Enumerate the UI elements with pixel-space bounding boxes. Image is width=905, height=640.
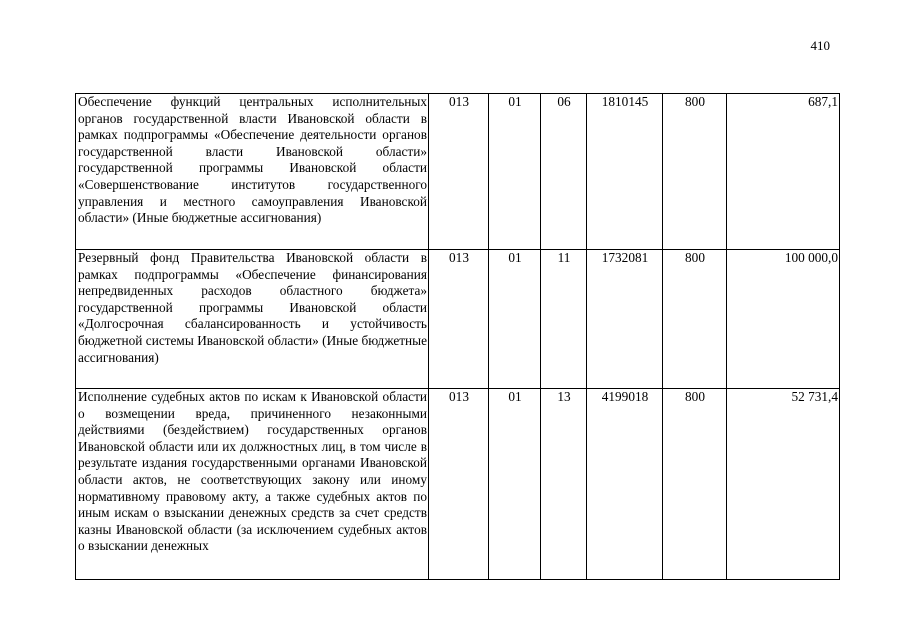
subsection-code: 11	[541, 250, 587, 389]
subsection-code: 06	[541, 94, 587, 250]
table-row	[76, 250, 840, 389]
ministry-code: 013	[429, 389, 489, 580]
amount-value: 687,1	[727, 94, 840, 250]
subsection-code: 13	[541, 389, 587, 580]
row-description: Исполнение судебных актов по искам к Ивановской области о возмещении вреда, причиненного незаконными действиями (бездействием) государственных органов Ивановской области или их должностных лиц, в том числе в результате издания государственными органами Ивановской области актов, не соответствующих закону или иному нормативному правовому акту, а также судебных актов по иным искам о взыскании денежных средств за счет средств казны Ивановской области (за исключением судебных актов о взыскании денежных	[76, 389, 429, 580]
ministry-code: 013	[429, 250, 489, 389]
row-description: Резервный фонд Правительства Ивановской области в рамках подпрограммы «Обеспечение финансирования непредвиденных расходов областного бюджета» государственной программы Ивановской области «Долгосрочная сбалансированность и устойчивость бюджетной системы Ивановской области» (Иные бюджетные ассигнования)	[76, 250, 429, 389]
table-row	[76, 94, 840, 250]
target-article-code: 1732081	[587, 250, 663, 389]
expense-type-code: 800	[663, 94, 727, 250]
table-row	[76, 389, 840, 580]
target-article-code: 1810145	[587, 94, 663, 250]
amount-value: 100 000,0	[727, 250, 840, 389]
amount-value: 52 731,4	[727, 389, 840, 580]
section-code: 01	[489, 389, 541, 580]
section-code: 01	[489, 250, 541, 389]
budget-table	[75, 93, 840, 580]
target-article-code: 4199018	[587, 389, 663, 580]
expense-type-code: 800	[663, 389, 727, 580]
expense-type-code: 800	[663, 250, 727, 389]
ministry-code: 013	[429, 94, 489, 250]
row-description: Обеспечение функций центральных исполнительных органов государственной власти Ивановской области в рамках подпрограммы «Обеспечение деятельности органов государственной власти Ивановской области» государственной программы Ивановской области «Совершенствование институтов государственного управления и местного самоуправления Ивановской области» (Иные бюджетные ассигнования)	[76, 94, 429, 250]
section-code: 01	[489, 94, 541, 250]
page-number: 410	[810, 38, 830, 53]
